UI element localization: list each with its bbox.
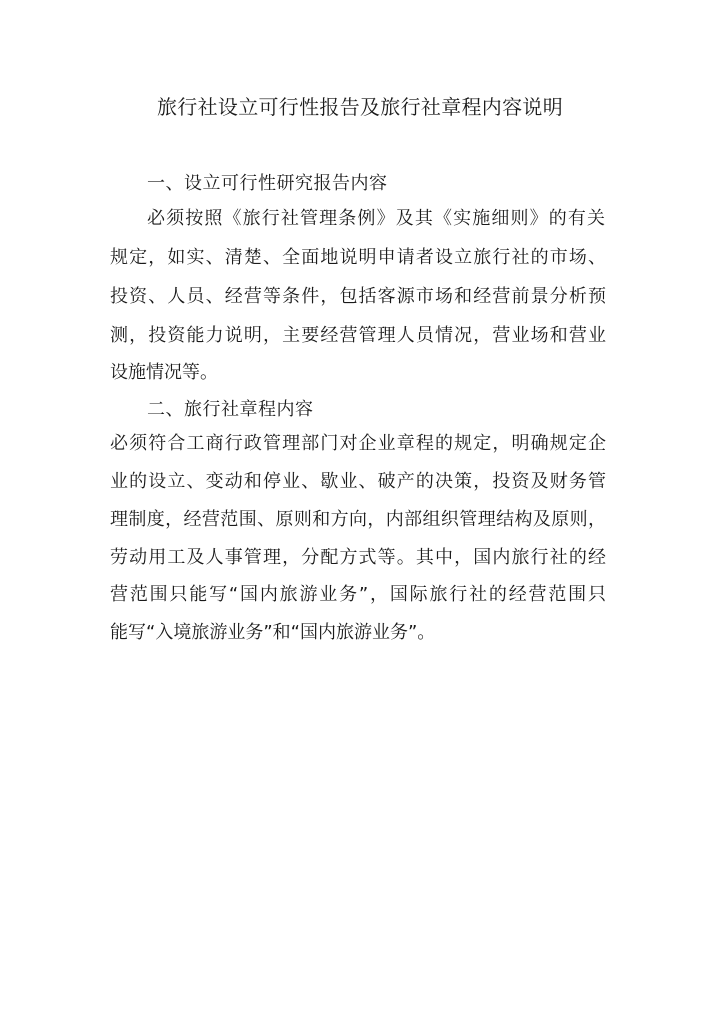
section-2-line-2: 业的设立、变动和停业、歇业、破产的决策，投资及财务管	[110, 471, 606, 492]
section-1-line-2: 规定，如实、清楚、全面地说明申请者设立旅行社的市场、	[110, 247, 606, 268]
section-2-heading: 二、旅行社章程内容	[147, 399, 314, 420]
section-2-line-4: 劳动用工及人事管理，分配方式等。其中，国内旅行社的经	[110, 547, 606, 568]
section-1-line-4: 测，投资能力说明，主要经营管理人员情况，营业场和营业	[110, 325, 606, 346]
section-1-line-3: 投资、人员、经营等条件，包括客源市场和经营前景分析预	[110, 286, 606, 307]
section-2-line-6: 能写“入境旅游业务”和“国内旅游业务”。	[110, 622, 436, 643]
section-1-line-5: 设施情况等。	[110, 362, 218, 383]
section-2-line-3: 理制度，经营范围、原则和方向，内部组织管理结构及原则，	[110, 509, 606, 530]
document-title: 旅行社设立可行性报告及旅行社章程内容说明	[157, 95, 563, 119]
section-1-heading: 一、设立可行性研究报告内容	[147, 173, 388, 194]
section-2-line-5: 营范围只能写“国内旅游业务”，国际旅行社的经营范围只	[110, 584, 606, 605]
section-2-line-1: 必须符合工商行政管理部门对企业章程的规定，明确规定企	[110, 433, 606, 454]
section-1-line-1: 必须按照《旅行社管理条例》及其《实施细则》的有关	[147, 208, 605, 229]
